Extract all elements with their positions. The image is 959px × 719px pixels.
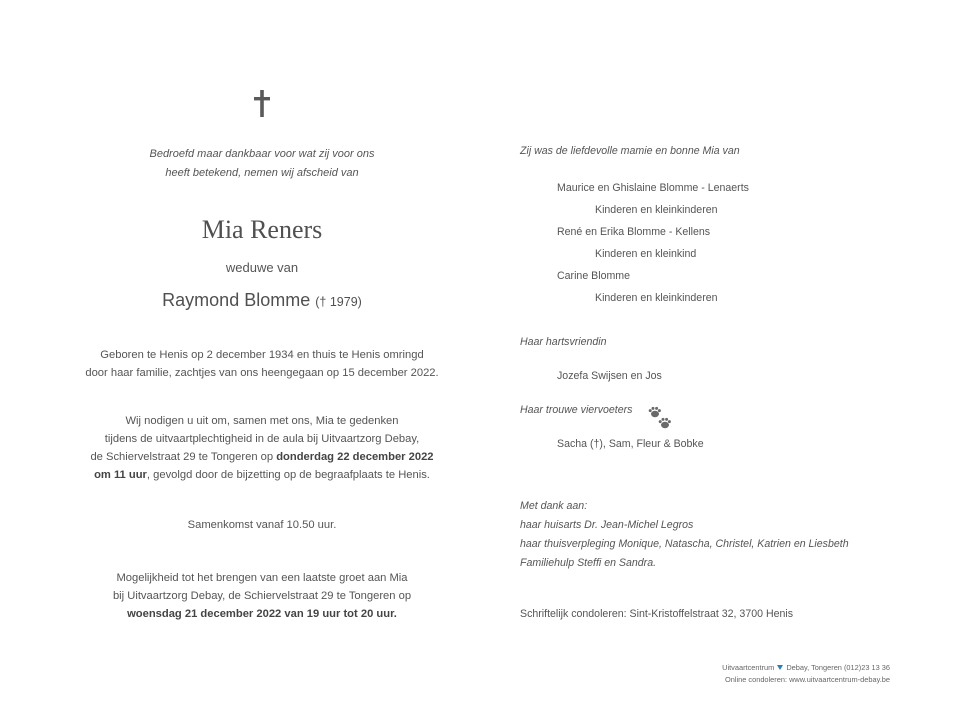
family-member-name: Maurice en Ghislaine Blomme - Lenaerts [557, 182, 749, 194]
gathering-text: Samenkomst vanaf 10.50 uur. [187, 519, 337, 531]
family-member-sub: Kinderen en kleinkinderen [595, 204, 718, 216]
brand-name: Uitvaartcentrum [722, 663, 775, 672]
friend-name: Jozefa Swijsen en Jos [557, 370, 662, 382]
paragraph-line: Wij nodigen u uit om, samen met ons, Mia te gedenken [125, 415, 399, 427]
pets-names: Sacha (†), Sam, Fleur & Bobke [557, 438, 704, 450]
paw-prints-icon [647, 406, 675, 432]
footer-brand-line [722, 662, 890, 674]
relation-label: weduwe van [225, 260, 299, 275]
spouse-name [62, 288, 462, 314]
brand-contact: Debay, Tongeren (012)23 13 36 [786, 663, 890, 672]
ceremony-time: om 11 uur [94, 469, 147, 481]
deceased-name: Mia Reners [201, 215, 323, 244]
paragraph-line: bij Uitvaartzorg Debay, de Schiervelstraat 29 te Tongeren op [112, 590, 412, 602]
paragraph-line: Geboren te Henis op 2 december 1934 en thuis te Henis omringd [100, 349, 424, 361]
birth-death-paragraph [62, 346, 462, 382]
text-span: , gevolgd door de bijzetting op de begraafplaats te Henis. [146, 469, 430, 481]
visitation-paragraph [62, 569, 462, 623]
cross-icon [62, 88, 462, 124]
family-member-name: Carine Blomme [557, 270, 631, 282]
thanks-line: haar thuisverpleging Monique, Natascha, Christel, Katrien en Liesbeth [520, 538, 849, 550]
thanks-line: haar huisarts Dr. Jean-Michel Legros [520, 519, 694, 531]
invitation-paragraph [62, 412, 462, 484]
paragraph-line [62, 448, 462, 466]
spouse-death-note: († 1979) [315, 295, 362, 309]
intro-line: Bedroefd maar dankbaar voor wat zij voor ons [149, 148, 375, 160]
thanks-line: Familiehulp Steffi en Sandra. [520, 557, 657, 569]
online-condolence-link[interactable]: Online condoleren: www.uitvaartcentrum-debay.be [724, 675, 890, 684]
paragraph-line: door haar familie, zachtjes van ons heengegaan op 15 december 2022. [85, 367, 439, 379]
friend-heading: Haar hartsvriendin [520, 336, 607, 348]
intro-line: heeft betekend, nemen wij afscheid van [165, 167, 359, 179]
visitation-date: woensdag 21 december 2022 van 19 uur tot 20 uur. [127, 608, 397, 620]
funeral-home-footer [722, 662, 890, 686]
family-member-sub: Kinderen en kleinkind [595, 248, 697, 260]
logo-marker-icon [777, 665, 783, 670]
family-member-name: René en Erika Blomme - Kellens [557, 226, 711, 238]
ceremony-date: donderdag 22 december 2022 [276, 451, 434, 463]
family-member-sub: Kinderen en kleinkinderen [595, 292, 718, 304]
intro-text [62, 145, 462, 183]
spouse-name-text: Raymond Blomme [162, 290, 311, 310]
paragraph-line [62, 466, 462, 484]
paragraph-line: tijdens de uitvaartplechtigheid in de aula bij Uitvaartzorg Debay, [104, 433, 420, 445]
paragraph-line [62, 605, 462, 623]
thanks-heading: Met dank aan: [520, 500, 588, 512]
pets-heading: Haar trouwe viervoeters [520, 404, 633, 416]
text-span: de Schiervelstraat 29 te Tongeren op [90, 451, 277, 463]
paragraph-line: Mogelijkheid tot het brengen van een laatste groet aan Mia [116, 572, 408, 584]
condolence-address: Schriftelijk condoleren: Sint-Kristoffelstraat 32, 3700 Henis [520, 608, 794, 620]
family-heading: Zij was de liefdevolle mamie en bonne Mia van [520, 145, 740, 157]
